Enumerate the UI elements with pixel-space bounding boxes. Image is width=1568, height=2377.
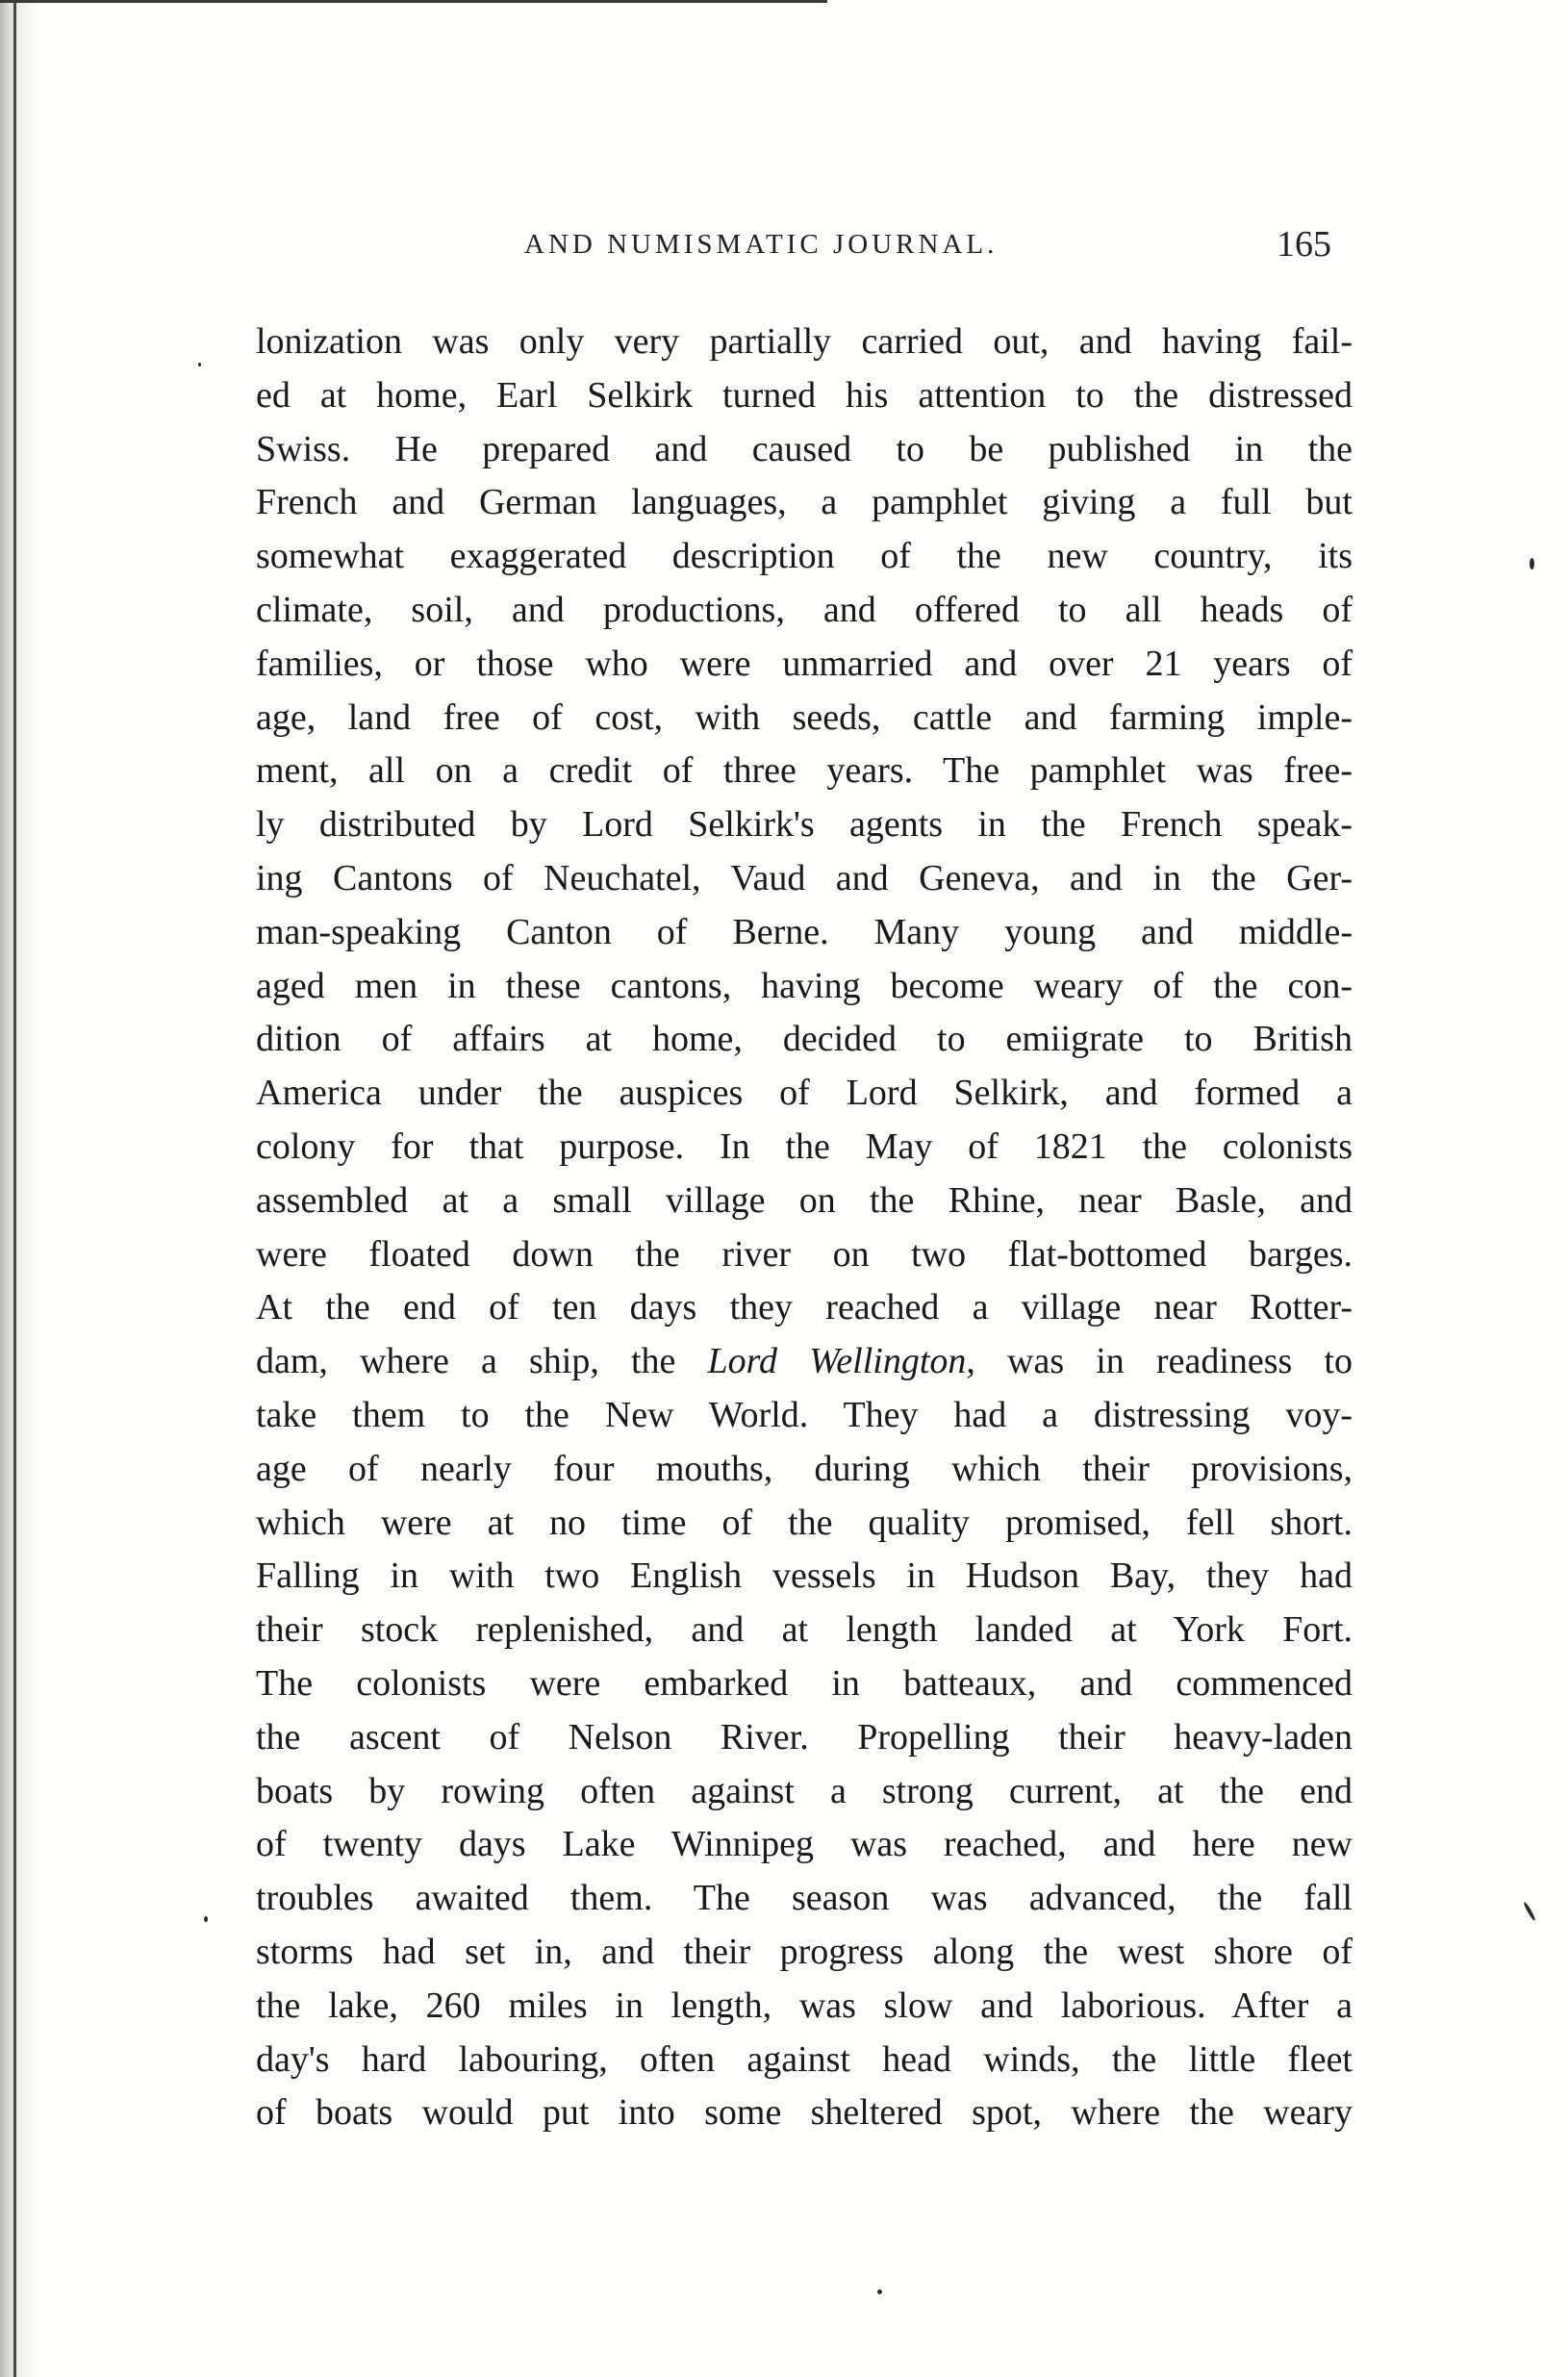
text-line: age of nearly four mouths, during which their provisions,	[256, 1448, 1353, 1489]
text-line: At the end of ten days they reached a village near Rotter-	[256, 1287, 1353, 1328]
text-line: their stock replenished, and at length landed at York Fort.	[256, 1609, 1353, 1651]
line-text-after: , was in readiness to	[966, 1341, 1353, 1382]
scan-speck	[198, 363, 201, 367]
text-line: America under the auspices of Lord Selkirk, and formed a	[256, 1073, 1353, 1114]
text-line: which were at no time of the quality promised, fell short.	[256, 1502, 1353, 1543]
top-edge-rule	[0, 0, 827, 3]
page-number: 165	[1277, 224, 1331, 265]
running-head	[252, 223, 1356, 265]
scan-speck	[1530, 558, 1534, 569]
text-line-with-ship-name	[256, 1335, 1353, 1389]
text-line: boats by rowing often against a strong current, at the end	[256, 1770, 1353, 1811]
text-line: colony for that purpose. In the May of 1821 the colonists	[256, 1125, 1353, 1167]
text-line: age, land free of cost, with seeds, cattle and farming imple-	[256, 696, 1353, 738]
text-line: of twenty days Lake Winnipeg was reached, and here new	[256, 1824, 1353, 1865]
text-line: dition of affairs at home, decided to emiigrate to British	[256, 1019, 1353, 1060]
text-line: climate, soil, and productions, and offered to all heads of	[256, 589, 1353, 630]
text-line: aged men in these cantons, having become weary of the con-	[256, 965, 1353, 1006]
text-line: day's hard labouring, often against head winds, the little fleet	[256, 2038, 1353, 2080]
text-line: ed at home, Earl Selkirk turned his attention to the distressed	[256, 374, 1353, 416]
text-line: assembled at a small village on the Rhine, near Basle, and	[256, 1179, 1353, 1221]
ship-name: Lord Wellington	[707, 1341, 967, 1382]
text-line: of boats would put into some sheltered spot, where the weary	[256, 2092, 1353, 2134]
text-line: ment, all on a credit of three years. The pamphlet was free-	[256, 750, 1353, 792]
text-line: were floated down the river on two flat-bottomed barges.	[256, 1233, 1353, 1275]
text-line: the ascent of Nelson River. Propelling their heavy-laden	[256, 1716, 1353, 1757]
text-line: Swiss. He prepared and caused to be published in the	[256, 428, 1353, 469]
text-line: take them to the New World. They had a distressing voy-	[256, 1394, 1353, 1435]
text-line: ing Cantons of Neuchatel, Vaud and Geneva, and in the Ger-	[256, 857, 1353, 898]
binding-shadow	[0, 0, 37, 2377]
text-line: storms had set in, and their progress along the west shore of	[256, 1931, 1353, 1972]
scan-speck	[204, 1916, 208, 1922]
line-text-before: dam, where a ship, the	[256, 1341, 708, 1382]
text-line: the lake, 260 miles in length, was slow and laborious. After a	[256, 1985, 1353, 2026]
text-line: somewhat exaggerated description of the new country, its	[256, 536, 1353, 577]
running-title: AND NUMISMATIC JOURNAL.	[524, 229, 999, 260]
text-line: man-speaking Canton of Berne. Many young and middle-	[256, 911, 1353, 952]
text-line: Falling in with two English vessels in Hudson Bay, they had	[256, 1555, 1353, 1597]
body-text	[256, 316, 1353, 2140]
binding-edge-line	[13, 0, 16, 2377]
text-line: families, or those who were unmarried and over 21 years of	[256, 643, 1353, 684]
text-line: troubles awaited them. The season was advanced, the fall	[256, 1878, 1353, 1919]
text-line: lonization was only very partially carried out, and having fail-	[256, 321, 1353, 362]
text-line: The colonists were embarked in batteaux, and commenced	[256, 1662, 1353, 1704]
text-line: ly distributed by Lord Selkirk's agents in the French speak-	[256, 804, 1353, 846]
scan-speck	[877, 2289, 882, 2294]
text-line: French and German languages, a pamphlet giving a full but	[256, 482, 1353, 523]
scan-speck	[1523, 1901, 1536, 1921]
